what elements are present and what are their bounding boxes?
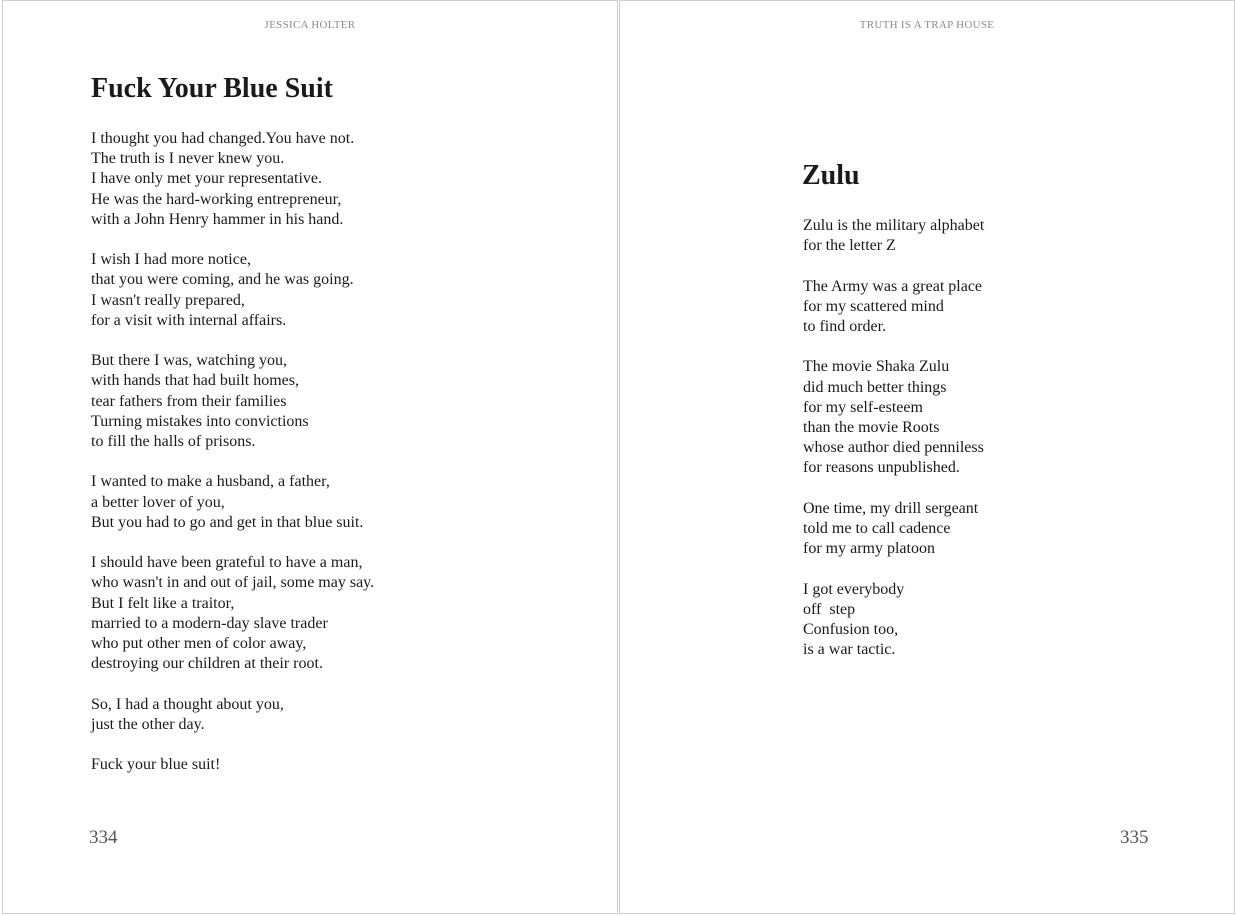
poem-line: a better lover of you,: [91, 493, 225, 511]
poem-line: Fuck your blue suit!: [91, 756, 221, 774]
poem-line: for my self-esteem: [803, 398, 923, 416]
poem-line: with hands that had built homes,: [91, 372, 299, 390]
poem-line: He was the hard-working entrepreneur,: [91, 190, 342, 208]
stanza: [91, 351, 374, 452]
poem-line: to fill the halls of prisons.: [91, 433, 256, 451]
poem-line: The movie Shaka Zulu: [803, 358, 950, 376]
poem-line: than the movie Roots: [803, 419, 940, 436]
poem-line: But there I was, watching you,: [91, 352, 287, 370]
poem-line: for my scattered mind: [803, 297, 944, 315]
poem-line: off step: [803, 600, 856, 618]
poem-line: who put other men of color away,: [91, 635, 307, 653]
poem-line: So, I had a thought about you,: [91, 695, 284, 713]
poem-line: I have only met your representative.: [91, 170, 323, 188]
running-head-author: JESSICA HOLTER: [264, 19, 356, 31]
right-page: [619, 0, 1235, 914]
left-page: [2, 0, 618, 914]
poem-line: told me to call cadence: [803, 520, 951, 537]
poem-line: with a John Henry hammer in his hand.: [91, 210, 344, 228]
poem-line: Confusion too,: [803, 621, 899, 638]
poem-line: But you had to go and get in that blue suit.: [91, 513, 364, 531]
poem-line: for reasons unpublished.: [803, 459, 960, 477]
poem-title: Zulu: [802, 160, 860, 191]
poem-line: The Army was a great place: [803, 277, 983, 295]
poem-line: I should have been grateful to have a man,: [91, 554, 363, 572]
poem-line: married to a modern-day slave trader: [91, 614, 328, 632]
page-number: 335: [1120, 827, 1149, 848]
poem-line: The truth is I never knew you.: [91, 150, 285, 168]
poem-line: who wasn't in and out of jail, some may say.: [91, 574, 375, 592]
poem-line: just the other day.: [91, 715, 205, 733]
stanza: [91, 695, 374, 735]
stanza: [91, 250, 374, 331]
poem-line: that you were coming, and he was going.: [91, 271, 354, 289]
poem-line: I wasn't really prepared,: [91, 291, 245, 309]
poem-line: But I felt like a traitor,: [91, 594, 235, 612]
stanza: [91, 472, 374, 533]
poem-body: [803, 216, 984, 681]
stanza: [803, 580, 984, 661]
poem-line: tear fathers from their families: [91, 392, 287, 410]
poem-line: One time, my drill sergeant: [803, 499, 979, 517]
poem-line: for my army platoon: [803, 540, 935, 558]
poem-line: whose author died penniless: [803, 439, 984, 457]
poem-line: for a visit with internal affairs.: [91, 311, 287, 329]
poem-line: Zulu is the military alphabet: [803, 217, 985, 234]
poem-line: I got everybody: [803, 580, 905, 598]
poem-title: Fuck Your Blue Suit: [91, 73, 333, 104]
poem-line: for the letter Z: [803, 237, 896, 255]
poem-line: Turning mistakes into convictions: [91, 412, 309, 430]
running-head-book-title: TRUTH IS A TRAP HOUSE: [859, 19, 995, 31]
poem-line: I thought you had changed.You have not.: [91, 130, 355, 147]
stanza: [91, 129, 374, 230]
poem-line: I wanted to make a husband, a father,: [91, 473, 330, 491]
poem-line: to find order.: [803, 318, 887, 335]
stanza: [91, 553, 374, 674]
poem-line: did much better things: [803, 378, 947, 396]
stanza: [803, 216, 984, 256]
poem-line: I wish I had more notice,: [91, 251, 251, 269]
stanza: [803, 357, 984, 478]
stanza: [803, 277, 984, 338]
stanza: [91, 755, 374, 775]
poem-line: destroying our children at their root.: [91, 655, 323, 673]
stanza: [803, 499, 984, 560]
page-number: 334: [89, 827, 118, 848]
poem-line: is a war tactic.: [803, 641, 896, 659]
poem-body: [91, 129, 374, 796]
